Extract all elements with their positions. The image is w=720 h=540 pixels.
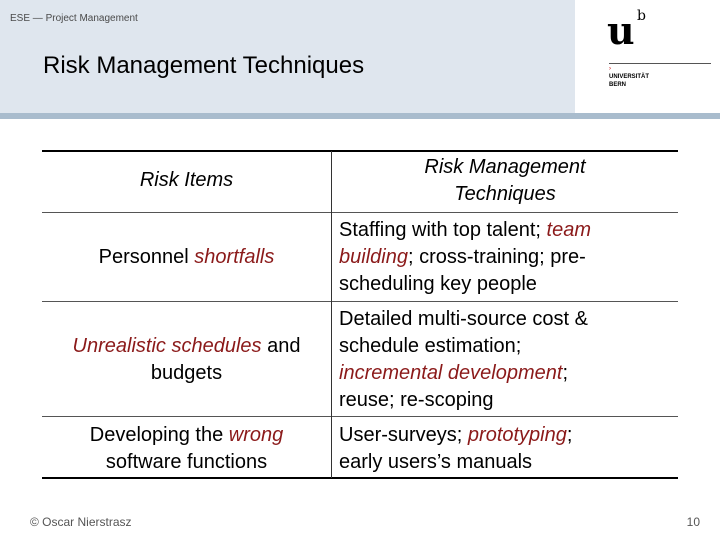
technique-1-line1: Staffing with top talent; xyxy=(339,219,547,241)
technique-3-line1-emphasis: prototyping xyxy=(467,424,567,446)
risk-item-1-emphasis: shortfalls xyxy=(194,246,275,268)
technique-2-line4: reuse; re-scoping xyxy=(339,389,494,411)
technique-2-line3: ; xyxy=(562,362,569,384)
technique-3-line1: User-surveys; xyxy=(339,424,468,446)
risk-item-2-line1: and xyxy=(261,335,301,357)
page-title: Risk Management Techniques xyxy=(43,52,365,79)
technique-3 xyxy=(339,422,679,476)
technique-2-line3-emphasis: incremental development xyxy=(339,362,563,384)
risk-item-2 xyxy=(42,333,331,387)
technique-3-line1-end: ; xyxy=(566,424,573,446)
col-header-risk-items xyxy=(42,167,331,194)
header-band xyxy=(0,113,720,119)
table-top-rule xyxy=(42,150,678,152)
risk-item-1 xyxy=(42,244,331,271)
technique-1-line3: scheduling key people xyxy=(339,273,537,295)
technique-2-line1: Detailed multi-source cost & xyxy=(339,308,588,330)
technique-2 xyxy=(339,306,679,414)
logo-divider xyxy=(609,63,711,64)
copyright-footer: © Oscar Nierstrasz xyxy=(30,515,132,529)
risk-item-3 xyxy=(42,422,331,476)
col-header-techniques xyxy=(332,154,678,208)
logo-text-line2: BERN xyxy=(609,82,627,88)
technique-1 xyxy=(339,217,679,298)
logo-text-line1: UNIVERSITÄT xyxy=(609,74,650,80)
university-logo-u: u xyxy=(607,8,635,53)
risk-item-3-line2: software functions xyxy=(105,451,268,473)
risk-item-1-text: Personnel xyxy=(98,246,195,268)
table-header-rule xyxy=(42,212,678,213)
technique-1-line2-emphasis: building xyxy=(339,246,408,268)
risk-item-3-emphasis: wrong xyxy=(228,424,284,446)
logo-chevron: › xyxy=(609,66,611,72)
col-header-techniques-line1: Risk Management xyxy=(424,156,586,178)
table-row-rule-2 xyxy=(42,416,678,417)
logo-panel xyxy=(577,0,720,113)
table-row-rule-1 xyxy=(42,301,678,302)
technique-1-line1-emphasis: team xyxy=(546,219,592,241)
technique-2-line2: schedule estimation; xyxy=(339,335,522,357)
technique-1-line2: ; cross-training; pre- xyxy=(407,246,586,268)
technique-3-line2: early users’s manuals xyxy=(339,451,533,473)
col-header-risk-items-text: Risk Items xyxy=(139,169,234,191)
logo-text xyxy=(609,73,649,89)
col-header-techniques-line2: Techniques xyxy=(454,183,556,205)
course-label: ESE — Project Management xyxy=(10,13,138,24)
page-number: 10 xyxy=(686,515,700,529)
risk-item-2-line2: budgets xyxy=(150,362,223,384)
university-logo-b: b xyxy=(637,8,646,24)
risk-item-3-line1: Developing the xyxy=(89,424,229,446)
risk-item-2-emphasis: Unrealistic schedules xyxy=(72,335,262,357)
table-bottom-rule xyxy=(42,477,678,479)
